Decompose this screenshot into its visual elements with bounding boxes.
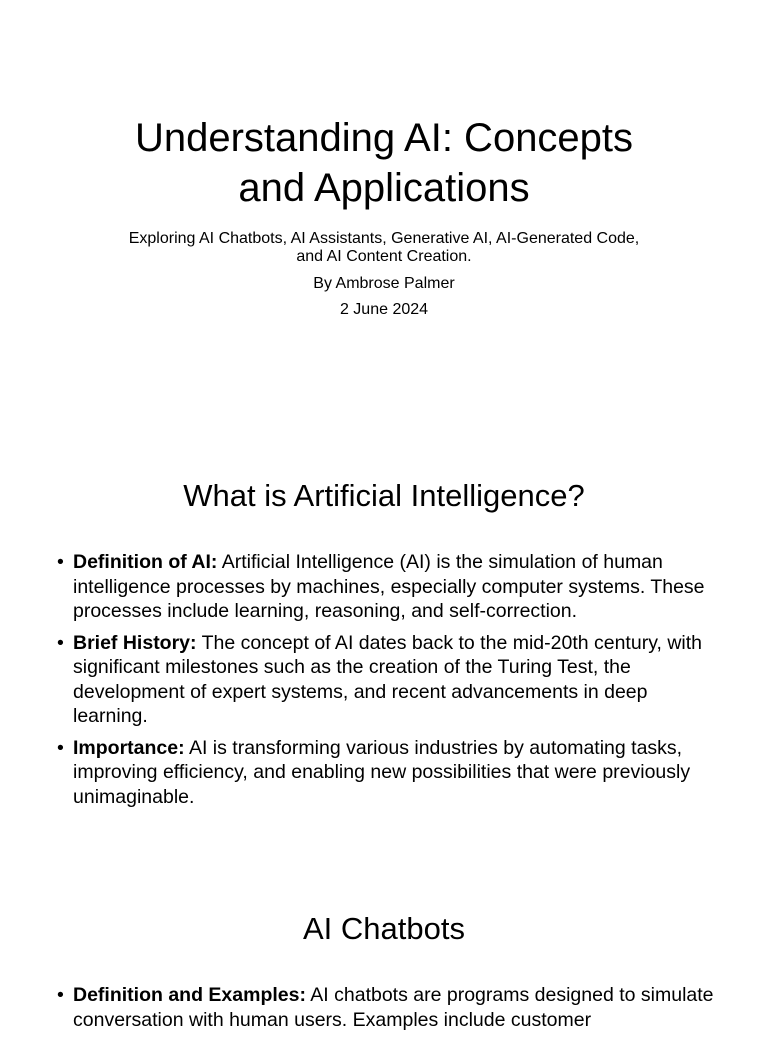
section-heading-what-is-ai: What is Artificial Intelligence? [183, 478, 585, 513]
title-line-1: Understanding AI: Concepts [134, 116, 634, 160]
section-heading-ai-chatbots: AI Chatbots [303, 911, 465, 946]
bullet-term: Importance: [73, 736, 185, 759]
bullet-icon: • [57, 631, 64, 654]
subtitle-line-1: Exploring AI Chatbots, AI Assistants, Generative AI, AI-Generated Code, [128, 230, 640, 247]
bullet-item-history [57, 631, 717, 729]
bullet-term: Definition and Examples: [73, 984, 306, 1006]
bullet-icon: • [57, 984, 64, 1006]
subtitle-block [0, 230, 768, 320]
bullet-text: Artificial Intelligence (AI) is the simulation of human intelligence processes by machines, especially computer systems. These processes include learning, reasoning, and self-correction. [73, 551, 705, 622]
bullet-item-importance [57, 736, 717, 810]
bullet-list-ai-chatbots [57, 983, 717, 1039]
bullet-icon: • [57, 551, 64, 573]
bullet-item-definition-examples [57, 983, 717, 1032]
bullet-list-what-is-ai [57, 550, 717, 816]
presentation-date: 2 June 2024 [339, 301, 429, 318]
title-line-2: and Applications [238, 166, 530, 210]
bullet-term: Definition of AI: [73, 551, 218, 573]
bullet-text: AI chatbots are programs designed to simulate conversation with human users. Examples include customer [73, 984, 714, 1031]
presentation-title [0, 113, 768, 213]
bullet-item-definition [57, 550, 717, 624]
author-name: By Ambrose Palmer [313, 275, 455, 292]
subtitle-line-2: and AI Content Creation. [296, 248, 472, 265]
bullet-text: The concept of AI dates back to the mid-20th century, with significant milestones such as the creation of the Turing Test, the development of expert systems, and recent advancements in deep learning. [73, 631, 703, 727]
bullet-icon: • [57, 736, 64, 759]
bullet-text: AI is transforming various industries by automating tasks, improving efficiency, and enabling new possibilities that were previously unimaginable. [73, 736, 691, 808]
bullet-term: Brief History: [73, 631, 197, 654]
